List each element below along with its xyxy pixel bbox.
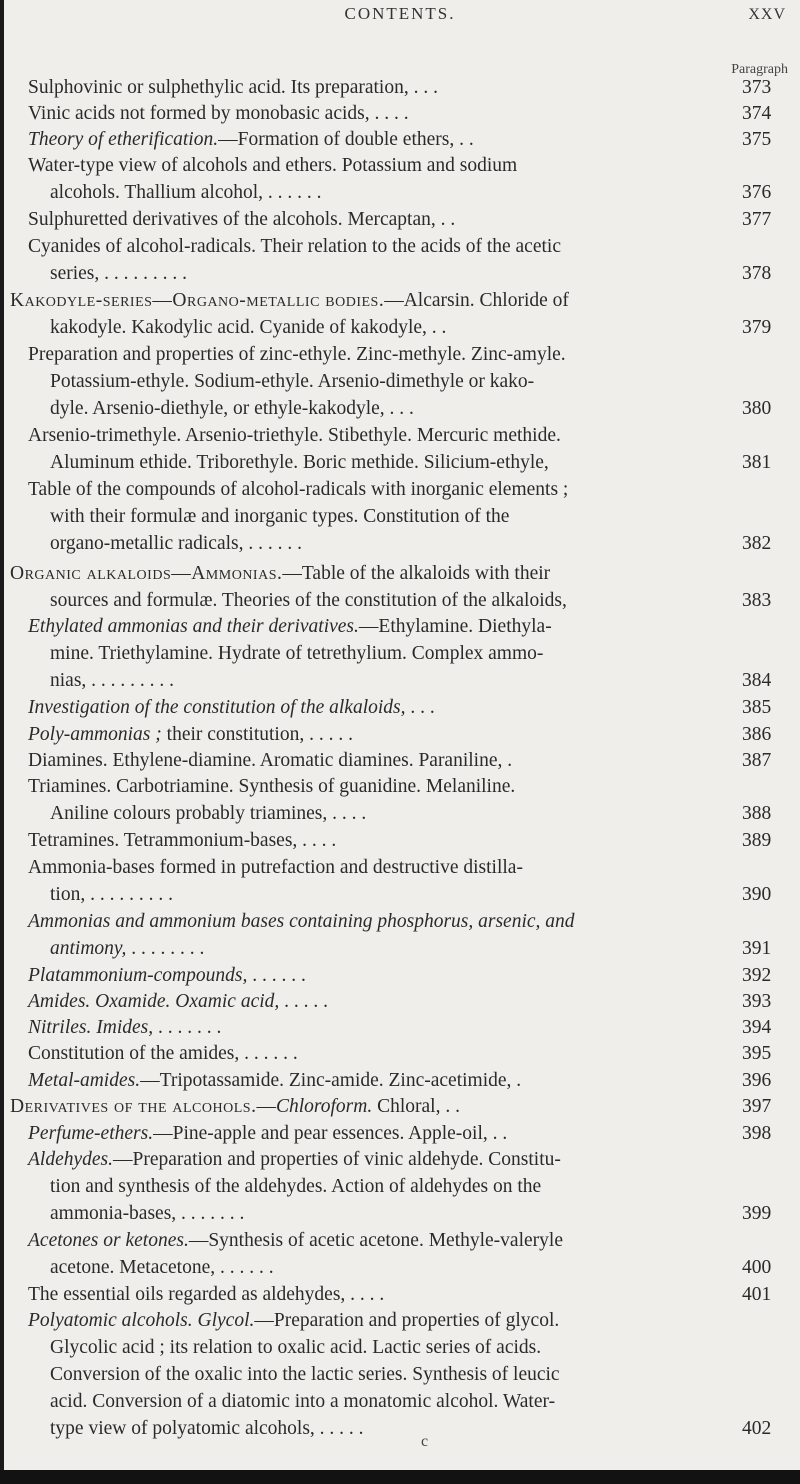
entry-text-run: Sulphovinic or sulphethylic acid. Its preparation, . . . — [28, 77, 438, 98]
entry-text-run: Conversion of the oxalic into the lactic series. Synthesis of leucic — [50, 1364, 560, 1385]
entry-text-run: Triamines. Carbotriamine. Synthesis of guanidine. Melaniline. — [28, 776, 516, 797]
paragraph-number: 387 — [742, 750, 772, 771]
entry-text-run: sources and formulæ. Theories of the constitution of the alkaloids, — [50, 590, 567, 611]
entry-text — [50, 1254, 274, 1281]
entry-text-run: Cyanides of alcohol-radicals. Their relation to the acids of the acetic — [28, 236, 561, 257]
entry-text-run: Glycolic acid ; its relation to oxalic acid. Lactic series of acids. — [50, 1337, 542, 1358]
entry-text — [28, 206, 455, 233]
entry-text — [28, 721, 353, 748]
entry-text-run: type view of polyatomic alcohols, . . . . . — [50, 1418, 364, 1439]
entry-text-run: Arsenio-trimethyle. Arsenio-triethyle. Stibethyle. Mercuric methide. — [28, 425, 561, 446]
entry-text-run: Nitriles. Imides, — [28, 1017, 154, 1038]
paragraph-number: 378 — [742, 263, 772, 284]
entry-text-run: Ammonia-bases formed in putrefaction and destructive distilla- — [28, 857, 523, 878]
page-number: XXV — [748, 6, 786, 23]
entry-text-run: . . . . . . . — [153, 1017, 222, 1038]
entry-text — [50, 1173, 541, 1200]
entry-text — [50, 935, 204, 962]
paragraph-number: 373 — [742, 77, 772, 98]
entry-text-run: . . . . . — [279, 991, 329, 1012]
paragraph-number: 391 — [742, 938, 772, 959]
entry-text — [50, 368, 534, 395]
entry-text-run: Theory of etherification. — [28, 129, 219, 150]
paragraph-number: 400 — [742, 1257, 772, 1278]
paragraph-number: 401 — [742, 1284, 772, 1305]
entry-text-run: Chloroform. — [275, 1096, 373, 1117]
entry-text — [28, 422, 561, 449]
entry-text-run: —Preparation and properties of glycol. — [254, 1310, 560, 1331]
entry-text-run: Aniline colours probably triamines, . . . . — [50, 803, 367, 824]
entry-text — [50, 449, 549, 476]
paragraph-number: 395 — [742, 1043, 772, 1064]
entry-text-run: . . . — [405, 697, 435, 718]
entry-text-run: Ethylated ammonias and their derivatives. — [28, 616, 359, 637]
entry-text-run: Derivatives of the alcohols. — [10, 1096, 257, 1117]
entry-text — [28, 341, 566, 368]
bottom-border — [0, 1470, 800, 1484]
entry-text — [28, 476, 568, 503]
entry-text-run: Aldehydes. — [28, 1149, 114, 1170]
paragraph-number: 397 — [742, 1096, 772, 1117]
entry-text-run: dyle. Arsenio-diethyle, or ethyle-kakodyle, . . . — [50, 398, 414, 419]
entry-text-run: Sulphuretted derivatives of the alcohols. Mercaptan, . . — [28, 209, 456, 230]
entry-text — [50, 1334, 541, 1361]
entry-text-run: Table of the compounds of alcohol-radicals with inorganic elements ; — [28, 479, 569, 500]
paragraph-number: 380 — [742, 398, 772, 419]
entry-text-run: —Ethylamine. Diethyla- — [358, 616, 552, 637]
entry-text-run: —Alcarsin. Chloride of — [384, 290, 569, 311]
entry-text-run: nias, . . . . . . . . . — [50, 670, 175, 691]
paragraph-number: 394 — [742, 1017, 772, 1038]
entry-text-run: Platammonium-compounds, — [28, 965, 248, 986]
entry-text-run: Acetones or ketones. — [28, 1230, 189, 1251]
signature-mark: c — [421, 1433, 429, 1450]
entry-text — [28, 1040, 298, 1067]
paragraph-number: 396 — [742, 1070, 772, 1091]
entry-text-run: The essential oils regarded as aldehydes, . . . . — [28, 1284, 385, 1305]
entry-text-run: Water-type view of alcohols and ethers. Potassium and sodium — [28, 155, 518, 176]
entry-text — [50, 1200, 244, 1227]
entry-text — [28, 773, 515, 800]
paragraph-number: 390 — [742, 884, 772, 905]
entry-text-run: Perfume-ethers. — [28, 1123, 154, 1144]
entry-text-run: organo-metallic radicals, . . . . . . — [50, 533, 302, 554]
entry-text-run: Ammonias and ammonium bases containing phosphorus, arsenic, and — [28, 911, 575, 932]
entry-text-run: — — [256, 1096, 276, 1117]
entry-text-run: Potassium-ethyle. Sodium-ethyle. Arsenio-dimethyle or kako- — [50, 371, 535, 392]
entry-text-run: their constitution, . . . . . — [161, 724, 353, 745]
entry-text-run: —Preparation and properties of vinic aldehyde. Constitu- — [113, 1149, 561, 1170]
entry-text-run: . . . . . . . . — [126, 938, 205, 959]
entry-text-run: Organic alkaloids—Ammonias. — [10, 563, 283, 584]
entry-text-run: Metal-amides. — [28, 1070, 141, 1091]
entry-text — [50, 179, 322, 206]
entry-text-run: Amides. Oxamide. Oxamic acid, — [28, 991, 280, 1012]
entry-text — [50, 395, 414, 422]
entry-text-run: alcohols. Thallium alcohol, . . . . . . — [50, 182, 322, 203]
paragraph-number: 393 — [742, 991, 772, 1012]
entry-text — [28, 1227, 563, 1254]
entry-text — [28, 827, 336, 854]
entry-text-run: Chloral, . . — [372, 1096, 460, 1117]
entry-text-run: with their formulæ and inorganic types. Constitution of the — [50, 506, 510, 527]
entry-text — [10, 287, 569, 314]
entry-text-run: Polyatomic alcohols. Glycol. — [28, 1310, 255, 1331]
paragraph-number: 389 — [742, 830, 772, 851]
entry-text — [28, 74, 438, 101]
entry-text-run: —Formation of double ethers, . . — [218, 129, 474, 150]
entry-text — [28, 1146, 561, 1173]
entry-text — [10, 560, 550, 587]
paragraph-number: 386 — [742, 724, 772, 745]
entry-text-run: Poly-ammonias ; — [28, 724, 162, 745]
entry-text-run: mine. Triethylamine. Hydrate of tetrethylium. Complex ammo- — [50, 643, 544, 664]
entry-text-run: Aluminum ethide. Triborethyle. Boric methide. Silicium-ethyle, — [50, 452, 549, 473]
page-edge — [0, 0, 4, 1484]
paragraph-number: 377 — [742, 209, 772, 230]
entry-text-run: Constitution of the amides, . . . . . . — [28, 1043, 298, 1064]
entry-text — [28, 962, 306, 989]
entry-text — [28, 1067, 521, 1094]
entry-text-run: —Synthesis of acetic acetone. Methyle-valeryle — [188, 1230, 563, 1251]
paragraph-number: 402 — [742, 1418, 772, 1439]
paragraph-number: 381 — [742, 452, 772, 473]
running-header-title: CONTENTS. — [344, 4, 456, 23]
entry-text — [28, 988, 328, 1015]
entry-text — [50, 587, 567, 614]
entry-text-run: Preparation and properties of zinc-ethyle. Zinc-methyle. Zinc-amyle. — [28, 344, 566, 365]
entry-text — [10, 1093, 460, 1120]
entry-text — [28, 854, 523, 881]
paragraph-number: 376 — [742, 182, 772, 203]
entry-text-run: ammonia-bases, . . . . . . . — [50, 1203, 245, 1224]
paragraph-number: 375 — [742, 129, 772, 150]
entry-text — [28, 1307, 559, 1334]
entry-text-run: tion, . . . . . . . . . — [50, 884, 173, 905]
entry-text-run: kakodyle. Kakodylic acid. Cyanide of kakodyle, . . — [50, 317, 447, 338]
paragraph-number: 392 — [742, 965, 772, 986]
entry-text — [28, 152, 517, 179]
entry-text-run: tion and synthesis of the aldehydes. Action of aldehydes on the — [50, 1176, 542, 1197]
paragraph-number: 374 — [742, 103, 772, 124]
entry-text — [28, 126, 474, 153]
entry-text — [28, 747, 512, 774]
entry-text — [28, 1281, 384, 1308]
entry-text — [28, 613, 552, 640]
entry-text — [50, 800, 366, 827]
paragraph-number: 379 — [742, 317, 772, 338]
paragraph-number: 383 — [742, 590, 772, 611]
entry-text-run: series, . . . . . . . . . — [50, 263, 188, 284]
column-label-paragraph: Paragraph — [731, 62, 788, 77]
entry-text-run: Diamines. Ethylene-diamine. Aromatic diamines. Paraniline, . — [28, 750, 513, 771]
entry-text — [50, 314, 446, 341]
entry-text — [28, 233, 561, 260]
entry-text — [50, 530, 302, 557]
entry-text-run: Tetramines. Tetrammonium-bases, . . . . — [28, 830, 337, 851]
entry-text — [50, 1388, 555, 1415]
paragraph-number: 399 — [742, 1203, 772, 1224]
entry-text — [28, 694, 435, 721]
entry-text-run: acid. Conversion of a diatomic into a monatomic alcohol. Water- — [50, 1391, 556, 1412]
entry-text — [50, 503, 509, 530]
paragraph-number: 382 — [742, 533, 772, 554]
entry-text — [28, 908, 575, 935]
paragraph-number: 385 — [742, 697, 772, 718]
entry-text-run: —Pine-apple and pear essences. Apple-oil, . . — [153, 1123, 508, 1144]
entry-text-run: —Table of the alkaloids with their — [282, 563, 551, 584]
paragraph-number: 398 — [742, 1123, 772, 1144]
entry-text-run: acetone. Metacetone, . . . . . . — [50, 1257, 274, 1278]
entry-text — [28, 1014, 221, 1041]
entry-text-run: antimony, — [50, 938, 127, 959]
entry-text-run: Vinic acids not formed by monobasic acids, . . . . — [28, 103, 409, 124]
entry-text — [50, 667, 174, 694]
entry-text — [28, 100, 409, 127]
entry-text-run: Investigation of the constitution of the alkaloids, — [28, 697, 406, 718]
entry-text — [50, 260, 187, 287]
entry-text-run: —Tripotassamide. Zinc-amide. Zinc-acetimide, . — [140, 1070, 522, 1091]
entry-text — [50, 1361, 560, 1388]
paragraph-number: 384 — [742, 670, 772, 691]
entry-text — [50, 1415, 364, 1442]
entry-text — [50, 640, 543, 667]
paragraph-number: 388 — [742, 803, 772, 824]
entry-text-run: Kakodyle-series—Organo-metallic bodies. — [10, 290, 385, 311]
entry-text — [28, 1120, 507, 1147]
entry-text — [50, 881, 173, 908]
entry-text-run: . . . . . . — [247, 965, 306, 986]
